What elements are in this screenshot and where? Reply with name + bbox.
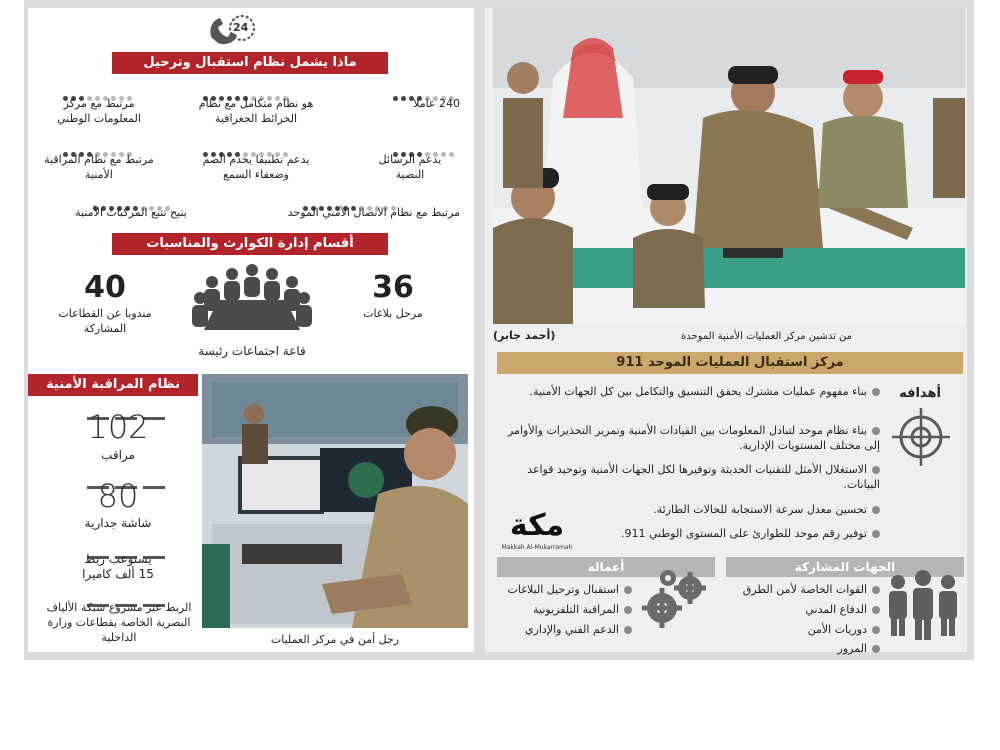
feature-text: مرتبط مع نظام المراقبة الأمنية [44, 153, 154, 181]
meeting-room-icon [192, 264, 312, 336]
bullet-icon [624, 626, 632, 634]
works-item-text: المراقبة التلفزيونية [533, 603, 619, 616]
bullet-icon [872, 388, 880, 396]
stat-number: 36 [372, 270, 414, 305]
works-title: أعماله [497, 557, 715, 577]
party-item [716, 642, 880, 655]
monitor-count: 102 [87, 408, 149, 446]
photo-credit: (أحمد جابر) [493, 329, 556, 342]
party-item [716, 583, 880, 596]
people-group-icon [884, 568, 962, 640]
goal-item [594, 502, 880, 517]
stat-divider [84, 544, 184, 548]
screen-count-label: شاشة جدارية [84, 516, 152, 530]
operations-room-photo [202, 374, 468, 628]
goal-item [494, 384, 880, 399]
works-item [480, 583, 632, 596]
fiber-network-text: الربط عبر مشروع شبكة الألياف البصرية الخاصة بقطاعات وزارة الداخلية [46, 601, 192, 644]
feature-text: مرتبط مع مركز المعلومات الوطني [57, 97, 141, 125]
party-item-text: القوات الخاصة لأمن الطرق [742, 583, 867, 596]
bullet-icon [872, 606, 880, 614]
bullet-icon [872, 427, 880, 435]
gears-icon [638, 566, 714, 632]
party-item-text: دوريات الأمن [807, 623, 867, 636]
works-item-text: استقبال وترحيل البلاغات [507, 583, 619, 596]
feature-text: يدعم الرسائل النصية [378, 153, 442, 181]
operations-photo-caption: رجل أمن في مركز العمليات [270, 633, 400, 646]
phone-badge-text: 24 [233, 21, 249, 34]
stat-number: 40 [84, 270, 126, 305]
goal-item [494, 462, 880, 492]
monitor-count-label: مراقب [101, 448, 135, 462]
bullet-icon [872, 466, 880, 474]
bullet-icon [872, 645, 880, 653]
bullet-icon [872, 626, 880, 634]
feature-text: هو نظام متكامل مع نظام الخرائط الجغرافية [198, 97, 314, 125]
goal-text: الاستغلال الأمثل للتقنيات الحديثة وتوفيرها لكل الجهات الأمنية وتوحيد قواعد البيانات. [527, 463, 880, 491]
goals-label: أهدافه [899, 386, 941, 401]
works-item [480, 603, 632, 616]
disaster-sections-title: أقسام إدارة الكوارث والمناسبات [112, 233, 388, 255]
goal-text: تحسين معدل سرعة الاستجابة للحالات الطارئة. [653, 503, 867, 516]
feature-dots [390, 86, 460, 92]
feature-text: يدعم تطبيقا يخدم الصم وضعفاء السمع [202, 153, 310, 181]
feature-text: مرتبط مع نظام الاتصال الأمني الموحد [287, 206, 460, 219]
feature-text: 240 عاملا [413, 97, 460, 110]
party-item [716, 623, 880, 636]
goal-text: بناء نظام موحد لتبادل المعلومات بين القيادات الأمنية وتمرير التحذيرات والأوامر إلى مختلف المستويات الإدارية. [507, 424, 880, 452]
screen-count: 80 [97, 477, 139, 515]
goal-text: توفير رقم موحد للطوارئ على المستوى الوطني 911. [621, 527, 867, 540]
works-item [480, 623, 632, 636]
feature-dots [300, 196, 420, 202]
goal-text: بناء مفهوم عمليات مشترك يحقق التنسيق والتكامل بين كل الجهات الأمنية. [529, 385, 867, 398]
bullet-icon [872, 586, 880, 594]
reporting-system-title: ماذا يشمل نظام استقبال وترحيل البلاغات؟ [112, 52, 388, 74]
feature-dots [60, 142, 150, 148]
bullet-icon [624, 586, 632, 594]
party-item-text: الدفاع المدني [805, 603, 867, 616]
photo-caption: من تدشين مركز العمليات الأمنية الموحدة [681, 331, 852, 342]
bullet-icon [624, 606, 632, 614]
inauguration-photo [493, 8, 965, 324]
logo-text: مكة [509, 508, 565, 543]
party-item-text: المرور [837, 642, 867, 655]
party-item [716, 603, 880, 616]
goal-item [594, 526, 880, 541]
target-icon [892, 408, 950, 466]
feature-text: يتيح تتبع المركبات الأمنية [75, 206, 187, 219]
feature-dots [200, 86, 310, 92]
phone-24-icon [206, 12, 256, 52]
meeting-room-label: قاعة اجتماعات رئيسة [198, 344, 306, 358]
bullet-icon [872, 530, 880, 538]
feature-dots [390, 142, 460, 148]
stat-label: مرحل بلاغات [363, 307, 423, 320]
bullet-icon [872, 506, 880, 514]
logo-subtext: Makkah Al-Mukarramah [501, 544, 573, 551]
camera-capacity-text: يستوعب ربط 15 ألف كاميرا [82, 552, 154, 581]
stat-divider [84, 592, 184, 596]
goal-item [494, 423, 880, 453]
participating-parties-title: الجهات المشاركة [726, 557, 964, 577]
feature-dots [90, 196, 190, 202]
monitoring-system-title: نظام المراقبة الأمنية [28, 374, 198, 396]
feature-dots [200, 142, 310, 148]
feature-dots [60, 86, 150, 92]
makkah-newspaper-logo [491, 508, 583, 556]
stat-label: مندوبا عن القطاعات المشاركة [58, 307, 152, 335]
works-item-text: الدعم الفني والإداري [524, 623, 619, 636]
unified-center-title: مركز استقبال العمليات الموحد 911 [497, 352, 963, 374]
